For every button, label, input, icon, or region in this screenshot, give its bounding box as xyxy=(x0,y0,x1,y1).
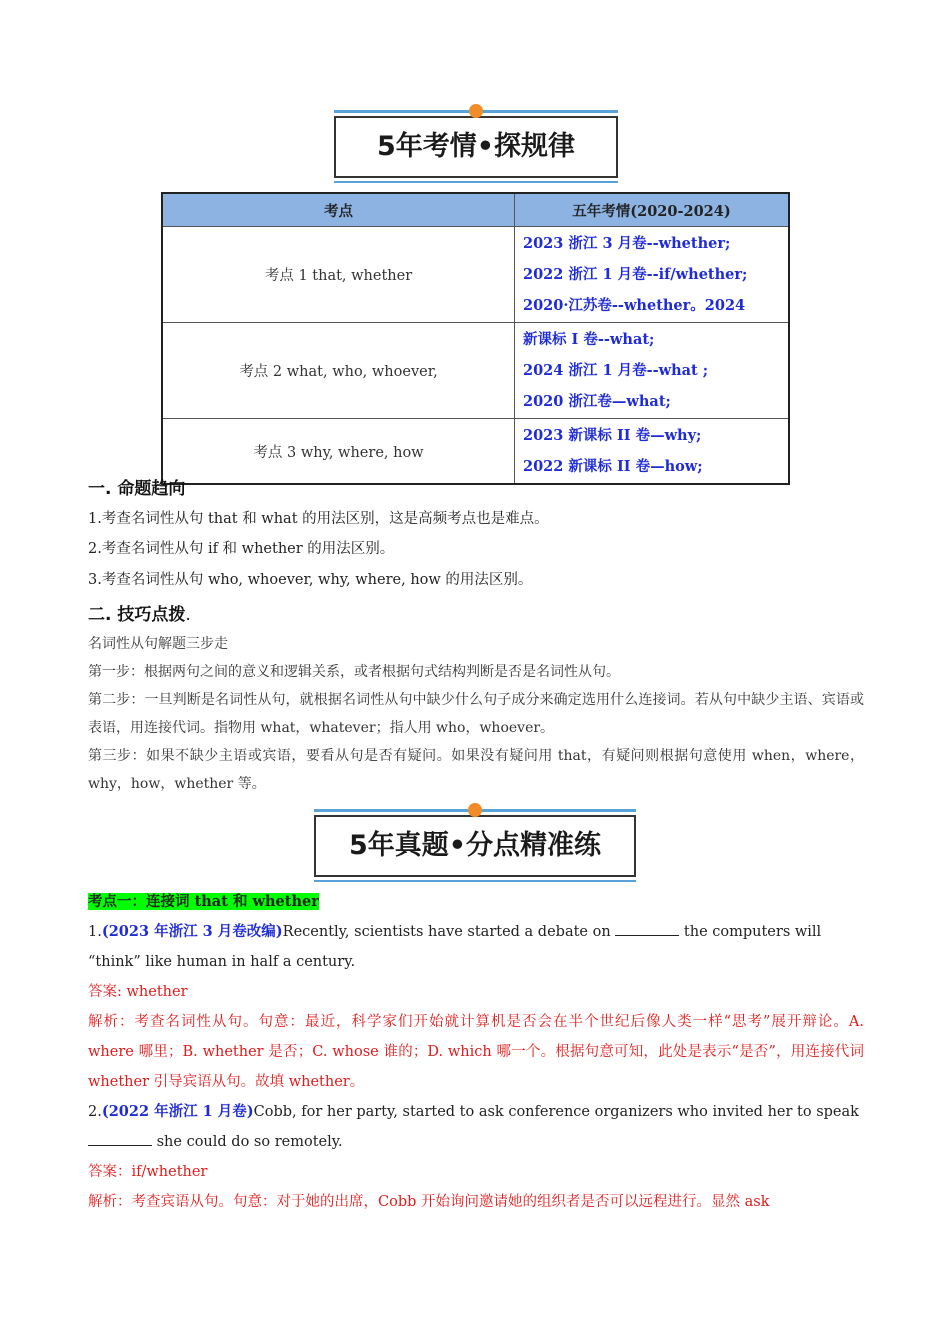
table-header-row xyxy=(162,193,789,227)
section-heading-tips xyxy=(88,600,191,625)
section-heading-trends: 一. 命题趋向 xyxy=(88,479,186,499)
section-heading-tips-text: 二. 技巧点拨 xyxy=(88,605,186,625)
years-cell xyxy=(515,227,790,323)
key-point-heading xyxy=(88,887,864,917)
question-number: 2. xyxy=(88,1104,102,1120)
year-entry: 2022 浙江 1 月卷--if/whether; xyxy=(523,266,748,283)
answer-1: 答案: whether xyxy=(88,984,188,1000)
table-row xyxy=(162,227,789,323)
tips-step-3: 第三步：如果不缺少主语或宾语，要看从句是否有疑问。如果没有疑问用 that，有疑问则根据句意使用 when，where，why，how，whether 等。 xyxy=(88,748,864,792)
trend-item-1: 1.考查名词性从句 that 和 what 的用法区别，这是高频考点也是难点。 xyxy=(88,511,549,527)
exam-point-cell: 考点 2 what, who, whoever, xyxy=(162,323,515,419)
header-five-year: 五年考情(2020-2024) xyxy=(515,193,790,227)
banner-bottom-line xyxy=(314,880,636,882)
question-1 xyxy=(88,917,864,977)
question-number: 1. xyxy=(88,924,102,940)
question-text-after: she could do so remotely. xyxy=(152,1134,343,1150)
banner-title: 5年考情•探规律 xyxy=(376,131,576,162)
tips-step-2: 第二步：一旦判断是名词性从句，就根据名词性从句中缺少什么句子成分来确定选用什么连接词。若从句中缺少主语、宾语或表语，用连接代词。指物用 what，whatever；指人用 who，whoever。 xyxy=(88,692,864,736)
header-exam-point: 考点 xyxy=(162,193,515,227)
trend-item-2: 2.考查名词性从句 if 和 whether 的用法区别。 xyxy=(88,541,395,557)
banner-title: 5年真题•分点精准练 xyxy=(348,830,602,861)
year-entry: 2020·江苏卷--whether。2024 xyxy=(523,297,746,314)
analysis-2: 解析：考查宾语从句。句意：对于她的出席，Cobb 开始询问邀请她的组织者是否可以远程进行。显然 ask xyxy=(88,1194,770,1210)
year-entry: 新课标 I 卷--what; xyxy=(523,331,655,348)
key-point-word-that: that xyxy=(194,893,228,910)
question-text-after: the computers will “think” like human in half a century. xyxy=(88,924,822,970)
question-text-before: Cobb, for her party, started to ask conference organizers who invited her to speak xyxy=(253,1104,859,1120)
year-entry: 2022 新课标 II 卷—how; xyxy=(523,458,703,475)
question-2 xyxy=(88,1097,864,1157)
key-point-label xyxy=(88,893,319,910)
year-entry: 2023 新课标 II 卷—why; xyxy=(523,427,702,444)
table-row xyxy=(162,419,789,485)
section-heading-tips-period: . xyxy=(185,605,191,625)
answer-blank xyxy=(615,921,679,936)
year-entry: 2020 浙江卷—what; xyxy=(523,393,671,410)
table-row xyxy=(162,323,789,419)
answer-2: 答案：if/whether xyxy=(88,1164,208,1180)
year-entry: 2023 浙江 3 月卷--whether; xyxy=(523,235,731,252)
question-text-before: Recently, scientists have started a debate on xyxy=(282,924,616,940)
analysis-1: 解析：考查名词性从句。句意：最近，科学家们开始就计算机是否会在半个世纪后像人类一样“思考”展开辩论。A. where 哪里；B. whether 是否；C. whose 谁的；D. which 哪一个。根据句意可知，此处是表示“是否”，用连接代词 whether 引导宾语从句。故填 whether。 xyxy=(88,1014,864,1090)
section-banner-trends xyxy=(334,116,618,178)
key-point-and: 和 xyxy=(227,893,253,910)
key-point-word-whether: whether xyxy=(252,893,319,910)
banner-dot-icon xyxy=(469,104,483,118)
exam-point-cell: 考点 1 that, whether xyxy=(162,227,515,323)
answer-blank xyxy=(88,1131,152,1146)
section-banner-practice xyxy=(314,815,636,877)
question-source: (2022 年浙江 1 月卷) xyxy=(101,1103,254,1120)
trend-item-3: 3.考查名词性从句 who, whoever, why, where, how 的用法区别。 xyxy=(88,572,533,588)
tips-intro: 名词性从句解题三步走 xyxy=(88,636,228,652)
years-cell xyxy=(515,323,790,419)
tips-step-1: 第一步：根据两句之间的意义和逻辑关系，或者根据句式结构判断是否是名词性从句。 xyxy=(88,664,620,680)
question-source: (2023 年浙江 3 月卷改编) xyxy=(101,923,283,940)
exam-point-cell: 考点 3 why, where, how xyxy=(162,419,515,485)
key-point-prefix: 考点一：连接词 xyxy=(88,894,195,910)
banner-dot-icon xyxy=(468,803,482,817)
years-cell xyxy=(515,419,790,485)
year-entry: 2024 浙江 1 月卷--what ; xyxy=(523,362,709,379)
banner-bottom-line xyxy=(334,181,618,183)
exam-points-table xyxy=(161,192,790,485)
